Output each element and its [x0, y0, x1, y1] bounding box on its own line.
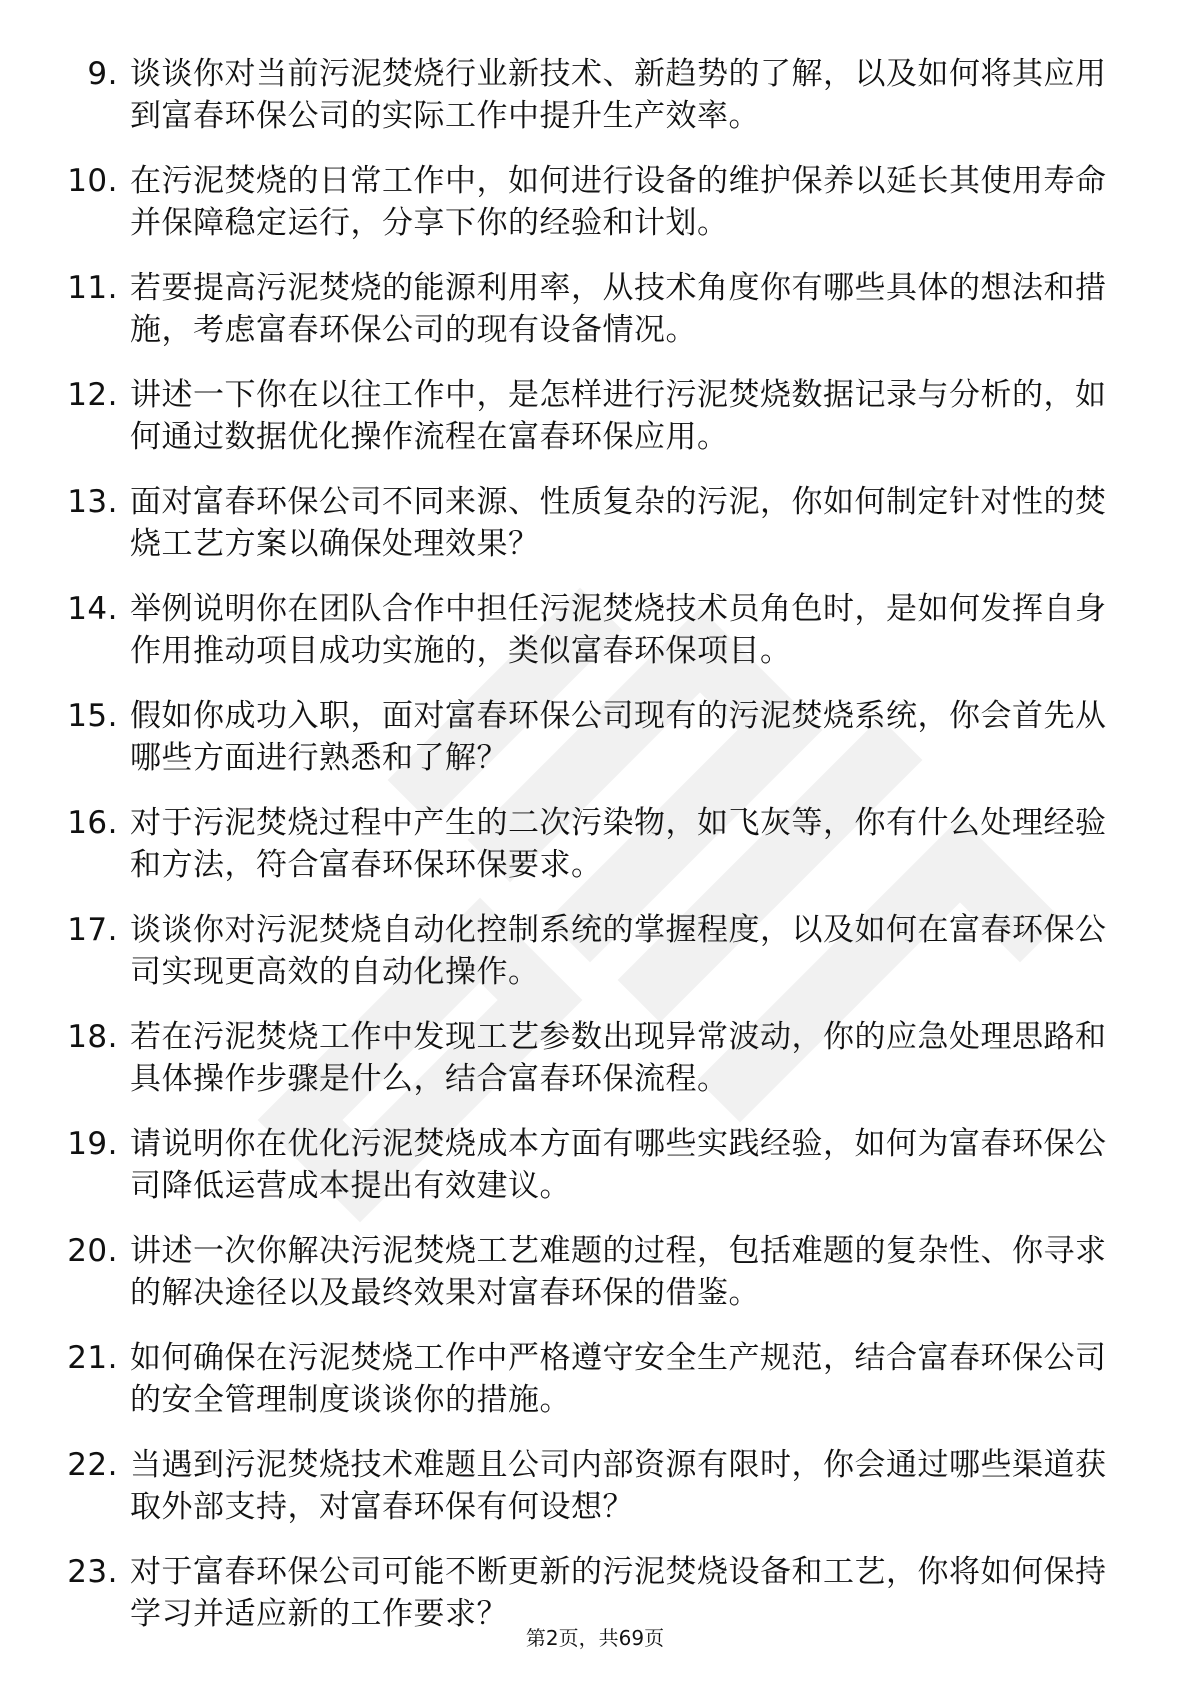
- page-footer: 第2页，共69页: [525, 1626, 665, 1650]
- question-list: [58, 53, 1108, 1658]
- question-item: [58, 588, 1108, 672]
- question-text: 当遇到污泥焚烧技术难题且公司内部资源有限时，你会通过哪些渠道获取外部支持，对富春环保有何设想？: [130, 1447, 1107, 1525]
- question-number: 22.: [67, 1447, 118, 1483]
- question-number: 21.: [67, 1340, 118, 1376]
- question-text: 对于富春环保公司可能不断更新的污泥焚烧设备和工艺，你将如何保持学习并适应新的工作要求？: [130, 1554, 1107, 1632]
- question-item: [58, 160, 1108, 244]
- question-number: 14.: [67, 591, 118, 627]
- question-text: 讲述一下你在以往工作中，是怎样进行污泥焚烧数据记录与分析的，如何通过数据优化操作流程在富春环保应用。: [130, 377, 1107, 455]
- question-text: 讲述一次你解决污泥焚烧工艺难题的过程，包括难题的复杂性、你寻求的解决途径以及最终效果对富春环保的借鉴。: [130, 1233, 1107, 1311]
- question-text: 对于污泥焚烧过程中产生的二次污染物，如飞灰等，你有什么处理经验和方法，符合富春环保环保要求。: [130, 805, 1107, 883]
- question-item: [58, 53, 1108, 137]
- question-number: 11.: [67, 270, 118, 306]
- question-text: 假如你成功入职，面对富春环保公司现有的污泥焚烧系统，你会首先从哪些方面进行熟悉和了解？: [130, 698, 1107, 776]
- question-number: 17.: [67, 912, 118, 948]
- question-item: [58, 909, 1108, 993]
- question-number: 9.: [87, 56, 118, 92]
- question-text: 举例说明你在团队合作中担任污泥焚烧技术员角色时，是如何发挥自身作用推动项目成功实施的，类似富春环保项目。: [130, 591, 1107, 669]
- question-text: 谈谈你对当前污泥焚烧行业新技术、新趋势的了解，以及如何将其应用到富春环保公司的实际工作中提升生产效率。: [130, 56, 1107, 134]
- question-number: 18.: [67, 1019, 118, 1055]
- question-text: 面对富春环保公司不同来源、性质复杂的污泥，你如何制定针对性的焚烧工艺方案以确保处理效果？: [130, 484, 1107, 562]
- question-number: 13.: [67, 484, 118, 520]
- question-item: [58, 1337, 1108, 1421]
- question-number: 10.: [67, 163, 118, 199]
- question-number: 20.: [67, 1233, 118, 1269]
- question-item: [58, 695, 1108, 779]
- question-text: 在污泥焚烧的日常工作中，如何进行设备的维护保养以延长其使用寿命并保障稳定运行，分享下你的经验和计划。: [130, 163, 1107, 241]
- question-item: [58, 1016, 1108, 1100]
- question-number: 12.: [67, 377, 118, 413]
- question-item: [58, 481, 1108, 565]
- question-text: 如何确保在污泥焚烧工作中严格遵守安全生产规范，结合富春环保公司的安全管理制度谈谈你的措施。: [130, 1340, 1107, 1418]
- question-item: [58, 374, 1108, 458]
- question-item: [58, 802, 1108, 886]
- question-item: [58, 267, 1108, 351]
- question-number: 15.: [67, 698, 118, 734]
- question-item: [58, 1230, 1108, 1314]
- question-item: [58, 1444, 1108, 1528]
- question-text: 若要提高污泥焚烧的能源利用率，从技术角度你有哪些具体的想法和措施，考虑富春环保公司的现有设备情况。: [130, 270, 1107, 348]
- question-number: 16.: [67, 805, 118, 841]
- question-text: 谈谈你对污泥焚烧自动化控制系统的掌握程度，以及如何在富春环保公司实现更高效的自动化操作。: [130, 912, 1107, 990]
- question-item: [58, 1123, 1108, 1207]
- question-text: 请说明你在优化污泥焚烧成本方面有哪些实践经验，如何为富春环保公司降低运营成本提出有效建议。: [130, 1126, 1107, 1204]
- question-text: 若在污泥焚烧工作中发现工艺参数出现异常波动，你的应急处理思路和具体操作步骤是什么，结合富春环保流程。: [130, 1019, 1107, 1097]
- question-number: 23.: [67, 1554, 118, 1590]
- question-number: 19.: [67, 1126, 118, 1162]
